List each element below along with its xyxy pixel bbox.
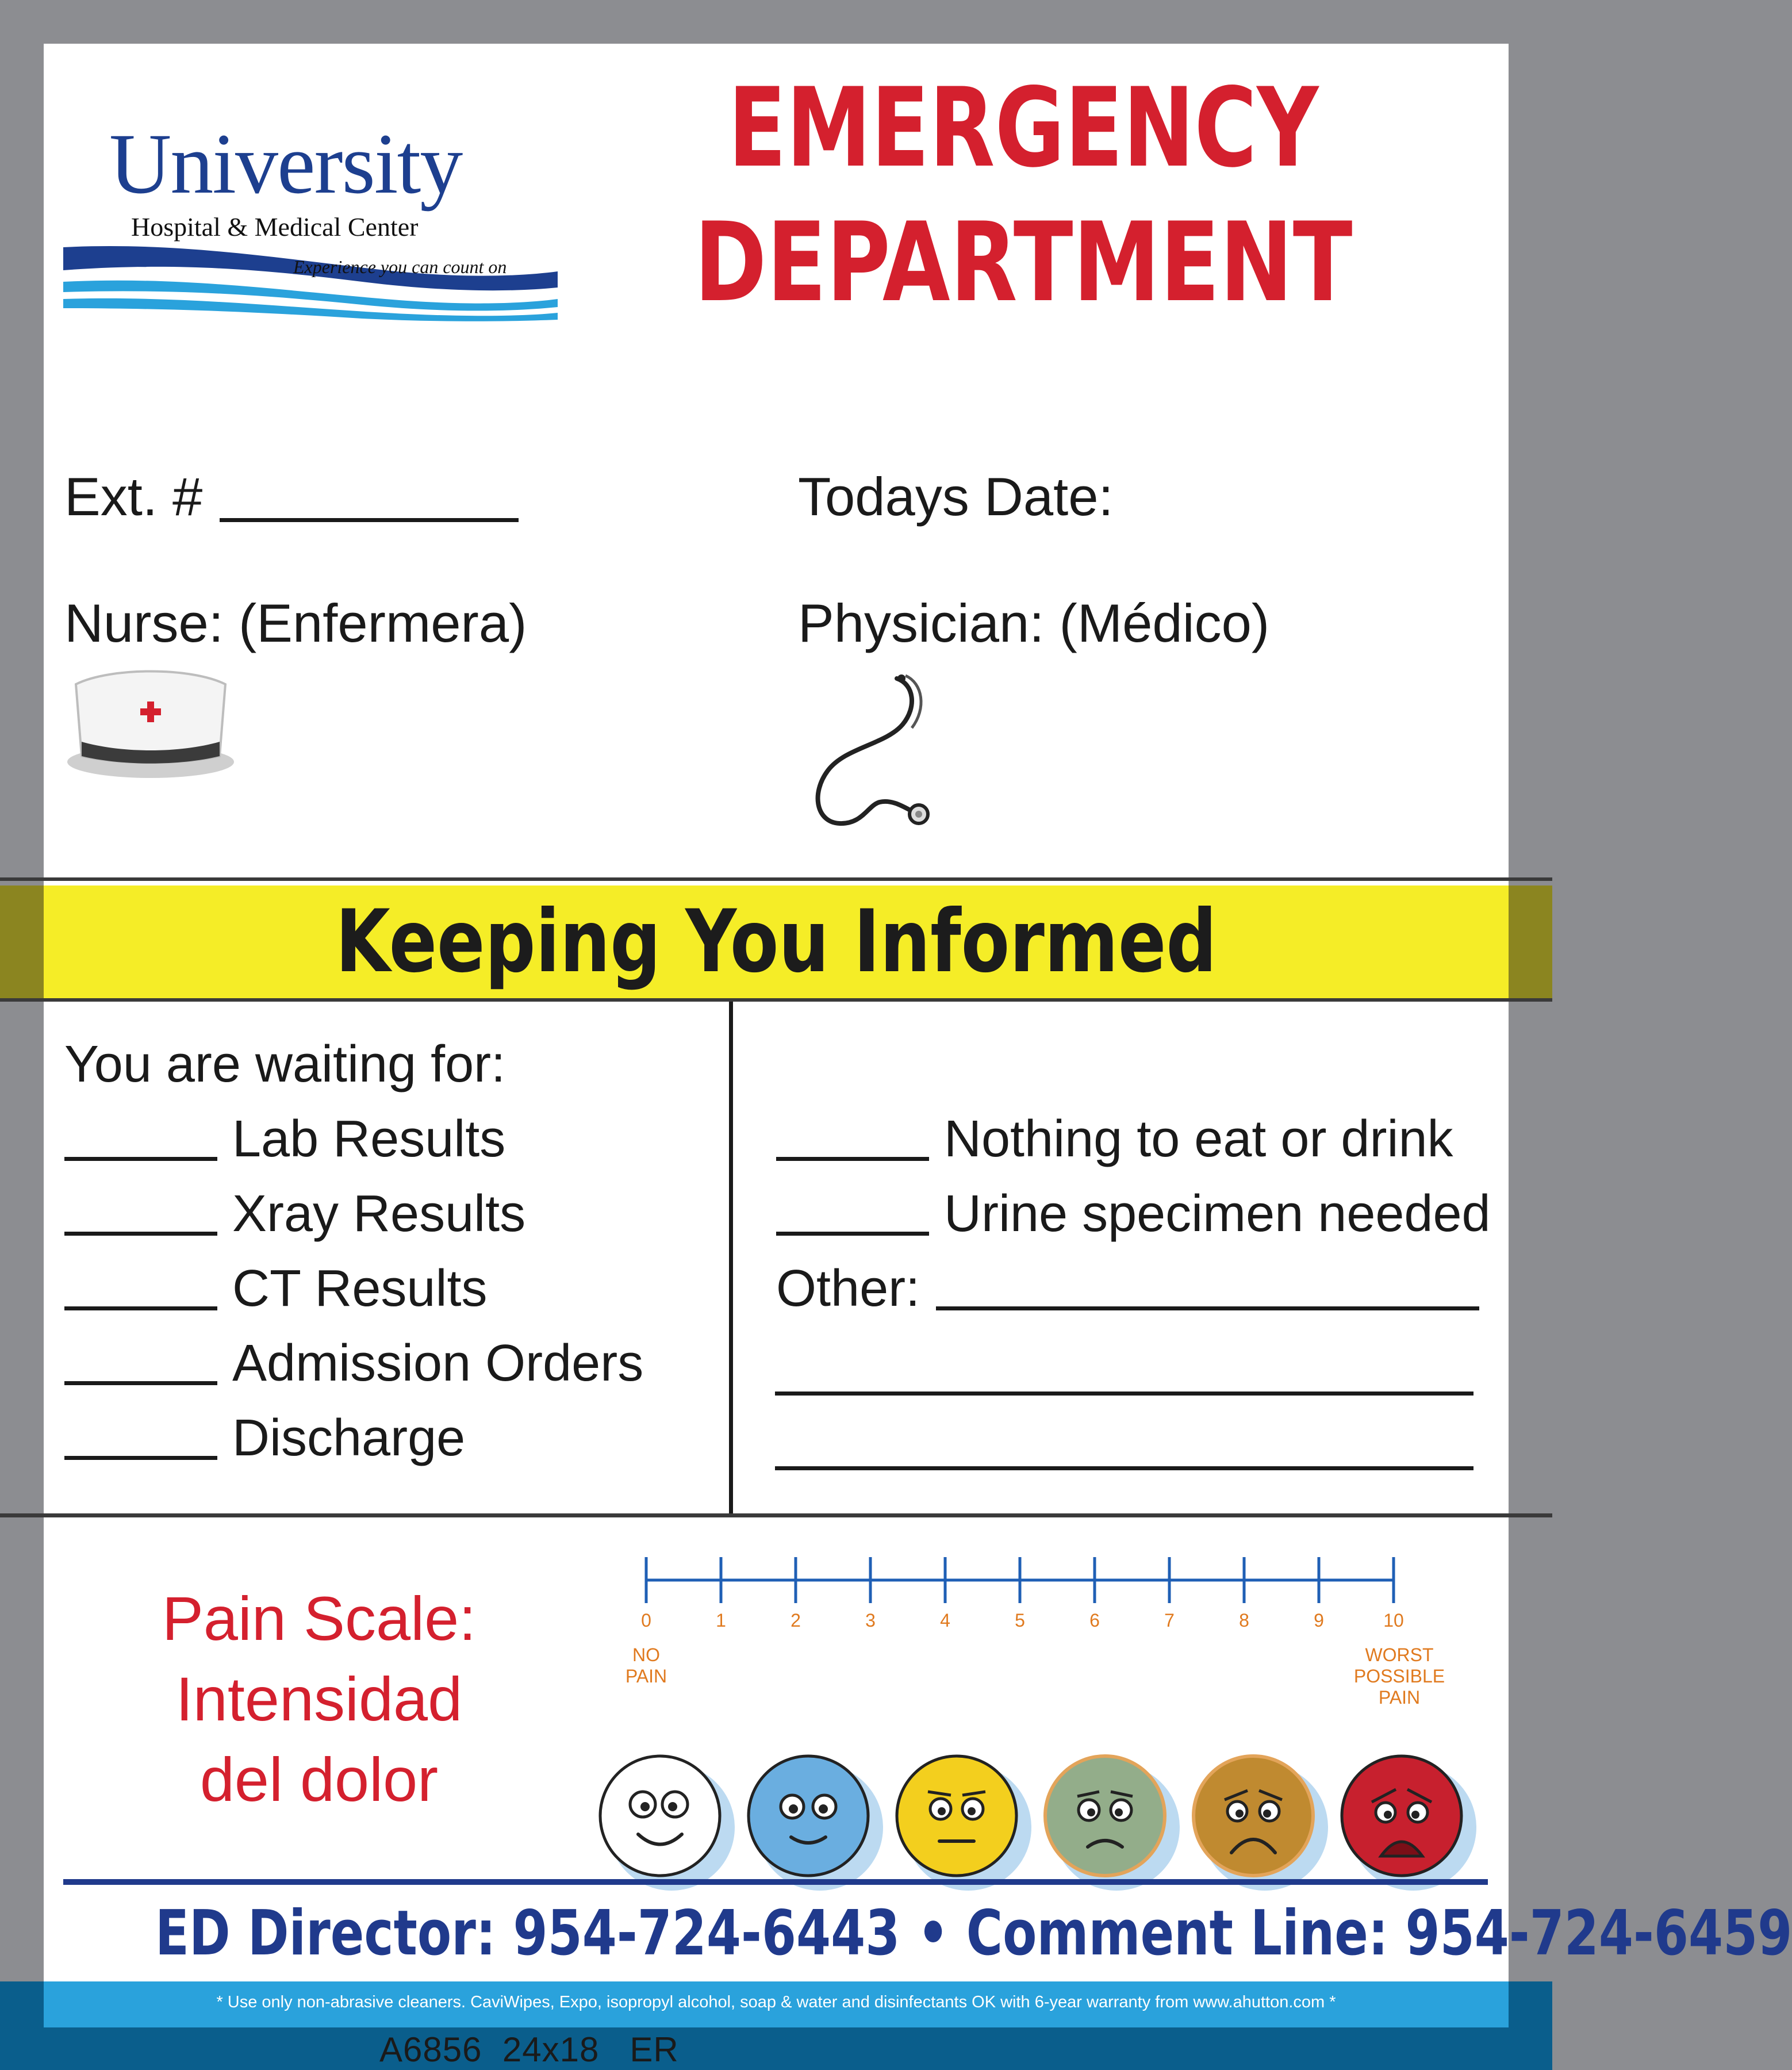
other-blank[interactable] (936, 1306, 1479, 1310)
nurse-field[interactable] (64, 592, 527, 654)
pain-title-line3: del dolor (199, 1745, 439, 1814)
logo-tagline: Experience you can count on (293, 256, 507, 277)
contact-rule (63, 1879, 1488, 1885)
waiting-item[interactable] (64, 1409, 465, 1468)
header-line2: DEPARTMENT (694, 199, 1353, 326)
waiting-item[interactable] (776, 1184, 1491, 1244)
column-divider (729, 1002, 733, 1513)
ext-field[interactable] (64, 466, 519, 528)
waiting-heading: You are waiting for: (64, 1036, 506, 1093)
checkbox-blank[interactable] (64, 1157, 217, 1161)
worst-pain-label-line: WORST (1365, 1644, 1434, 1665)
waiting-item-label: CT Results (232, 1260, 488, 1317)
tick-label: 9 (1314, 1610, 1324, 1631)
other-field[interactable] (776, 1259, 1479, 1318)
tick-label: 7 (1164, 1610, 1175, 1631)
tick-label: 0 (641, 1610, 651, 1631)
pain-scale (625, 1547, 1445, 1708)
tick-label: 10 (1383, 1610, 1404, 1631)
nurse-label: Nurse: (Enfermera) (64, 593, 527, 653)
tick-label: 2 (791, 1610, 801, 1631)
other-blank-line[interactable] (775, 1466, 1473, 1470)
logo-wave-icon (63, 236, 558, 322)
checkbox-blank[interactable] (64, 1456, 217, 1460)
ext-label: Ext. # (64, 466, 203, 527)
bottom-strip (0, 2027, 1552, 2070)
waiting-item[interactable] (64, 1184, 525, 1244)
waiting-item-label: Urine specimen needed (944, 1185, 1491, 1243)
worst-pain-label (1353, 1644, 1445, 1708)
waiting-item[interactable] (776, 1110, 1453, 1169)
contact-line: ED Director: 954-724-6443 • Comment Line: 954-724-6459 (155, 1897, 1792, 1969)
waiting-item[interactable] (64, 1110, 505, 1169)
checkbox-blank[interactable] (776, 1232, 929, 1236)
face-no-pain-icon (600, 1756, 735, 1891)
band-title: Keeping You Informed (335, 892, 1217, 992)
stethoscope-icon (799, 673, 931, 837)
pain-title-line2: Intensidad (175, 1664, 463, 1734)
disclaimer: * Use only non-abrasive cleaners. CaviWipes, Expo, isopropyl alcohol, soap & water and disinfectants OK with 6-year warranty from www.ahutton.com * (216, 1993, 1336, 2011)
face-worst-pain-icon (1342, 1756, 1476, 1891)
header-line1: EMERGENCY (728, 64, 1319, 191)
tick-label: 4 (940, 1610, 950, 1631)
waiting-item-label: Admission Orders (232, 1335, 644, 1392)
face-severe-pain-icon (1045, 1756, 1180, 1891)
pain-scale-ruler (632, 1547, 1403, 1662)
waiting-item[interactable] (64, 1259, 487, 1318)
face-moderate-pain-icon (897, 1756, 1031, 1891)
no-pain-label-line: NO (632, 1644, 660, 1665)
tick-label: 1 (716, 1610, 726, 1631)
waiting-item-label: Xray Results (232, 1185, 526, 1243)
nurse-hat-icon (64, 661, 237, 785)
waiting-item-label: Lab Results (232, 1110, 506, 1168)
pain-title-line1: Pain Scale: (162, 1584, 477, 1653)
band-bottom-rule (0, 998, 1552, 1002)
tick-label: 5 (1015, 1610, 1025, 1631)
worst-pain-label-line: POSSIBLE (1353, 1665, 1445, 1686)
hospital-logo (63, 116, 558, 322)
tick-label: 6 (1089, 1610, 1100, 1631)
logo-subtitle: Hospital & Medical Center (131, 212, 419, 241)
logo-name: University (109, 116, 462, 212)
date-field[interactable] (798, 466, 1114, 528)
other-blank-line[interactable] (775, 1392, 1473, 1396)
no-pain-label (623, 1644, 669, 1687)
checkbox-blank[interactable] (64, 1306, 217, 1310)
physician-field[interactable] (798, 592, 1269, 654)
ext-blank[interactable] (220, 518, 519, 522)
checkbox-blank[interactable] (64, 1232, 217, 1236)
band-edge-left (0, 885, 44, 998)
band-edge-right (1509, 885, 1552, 998)
face-very-severe-pain-icon (1194, 1756, 1328, 1891)
other-label: Other: (776, 1260, 920, 1317)
waiting-item-label: Nothing to eat or drink (944, 1110, 1453, 1168)
face-mild-pain-icon (749, 1756, 883, 1891)
band-top-rule (0, 877, 1552, 881)
no-pain-label-line: PAIN (625, 1665, 667, 1686)
tick-label: 3 (865, 1610, 876, 1631)
product-code: A6856 24x18 ER (379, 2030, 679, 2069)
waiting-item[interactable] (64, 1334, 643, 1393)
checkbox-blank[interactable] (64, 1381, 217, 1385)
section-rule (0, 1513, 1552, 1517)
tick-label: 8 (1239, 1610, 1249, 1631)
waiting-item-label: Discharge (232, 1409, 466, 1467)
checkbox-blank[interactable] (776, 1157, 929, 1161)
physician-label: Physician: (Médico) (798, 593, 1270, 653)
worst-pain-label-line: PAIN (1378, 1686, 1421, 1708)
pain-faces (586, 1748, 1483, 1889)
date-label: Todays Date: (798, 466, 1114, 527)
